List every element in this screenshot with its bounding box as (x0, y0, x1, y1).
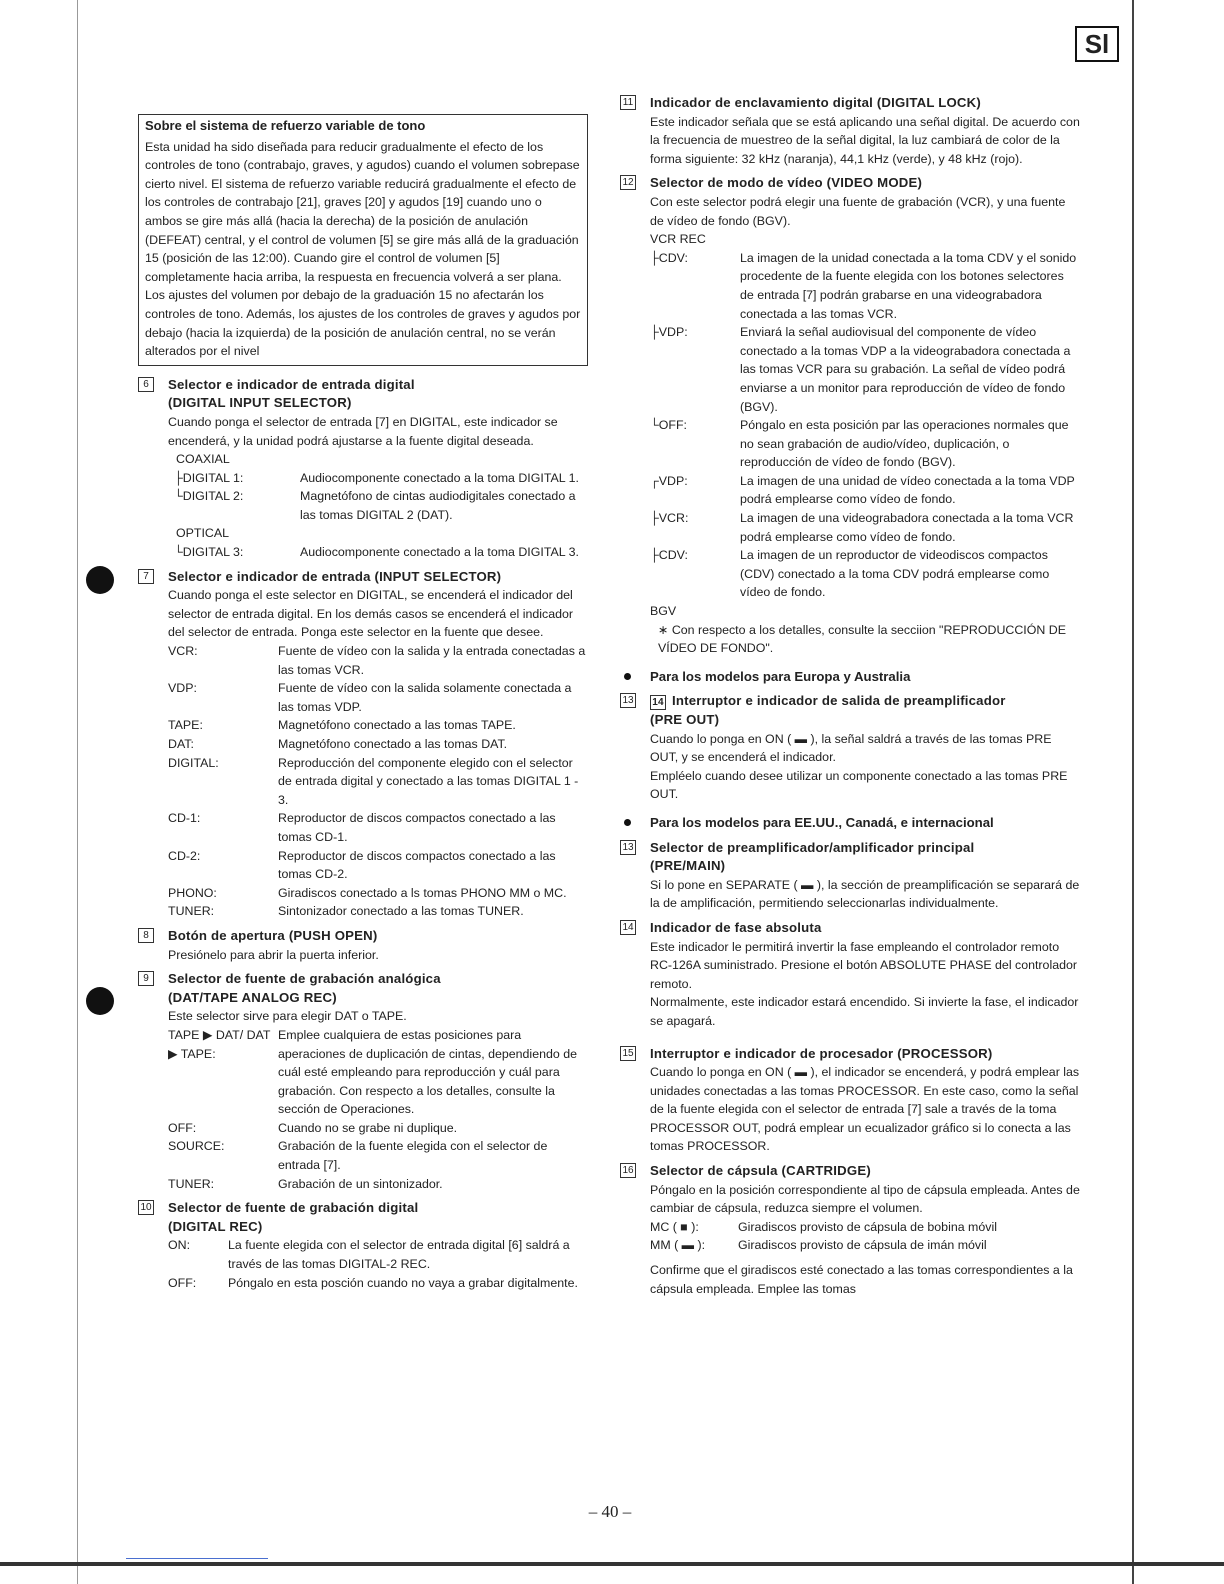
section-12 (620, 174, 1080, 657)
section-text: Cuando lo ponga en ON ( ▬ ), la señal saldrá a través de las tomas PRE OUT, y se encenderá el indicador. (650, 731, 1052, 765)
item-key: ON: (168, 1238, 191, 1253)
section-14 (620, 919, 1080, 1031)
section-13 (620, 839, 1080, 913)
item-key: └DIGITAL 3: (174, 545, 244, 560)
section-title: Indicador de fase absoluta (650, 919, 822, 935)
item-key: MC ( ■ ): (650, 1219, 699, 1234)
item-key: PHONO: (168, 885, 217, 900)
section-6 (138, 376, 588, 562)
item-value: Magnetófono de cintas audiodigitales conectado a las tomas DIGITAL 2 (DAT). (300, 489, 576, 522)
section-number: 12 (620, 175, 636, 190)
binder-hole-1 (86, 566, 114, 594)
item-key: ┌VDP: (650, 473, 688, 488)
page-bottom-edge (0, 1562, 1224, 1566)
bullet-usa: Para los modelos para EE.UU., Canadá, e internacional (620, 814, 1080, 833)
section-title: Interruptor e indicador de procesador (PROCESSOR) (650, 1045, 993, 1061)
section-number: 10 (138, 1200, 154, 1215)
item-key: └OFF: (650, 418, 687, 433)
section-9 (138, 970, 588, 1193)
section-text: Cuando lo ponga en ON ( ▬ ), el indicador se encenderá, y podrá emplear las unidades conectadas a las tomas PROCESSOR. En este caso, como la señal de la fuente elegida con el selector de entrada [7] sale a través de la toma PROCESSOR OUT, podrá emplear un ecualizador gráfico si lo conecta a las tomas PROCESSOR. (650, 1065, 1080, 1154)
section-text: Presiónelo para abrir la puerta inferior. (168, 947, 379, 962)
section-number: 11 (620, 95, 636, 110)
section-number: 15 (620, 1046, 636, 1061)
group-label: COAXIAL (176, 452, 230, 467)
item-key: ├CDV: (650, 548, 688, 563)
page-right-edge (1132, 0, 1134, 1584)
section-text-2: Normalmente, este indicador estará encendido. Si invierte la fase, el indicador se apagará. (650, 995, 1079, 1028)
section-text: Cuando ponga el selector de entrada [7] en DIGITAL, este indicador se encenderá, y la unidad podrá ajustarse a la fuente digital deseada. (168, 414, 558, 448)
box-title: Sobre el sistema de refuerzo variable de tono (145, 118, 426, 133)
item-value: Reproductor de discos compactos conectado a las tomas CD-1. (278, 811, 556, 844)
section-subtitle: (PRE OUT) (650, 712, 720, 727)
item-value: Fuente de vídeo con la salida solamente conectada a las tomas VDP. (278, 681, 572, 714)
item-key: DAT: (168, 737, 194, 751)
section-title: Selector e indicador de entrada digital (168, 376, 415, 392)
section-title: Botón de apertura (PUSH OPEN) (168, 927, 378, 943)
item-value: Póngalo en esta posción cuando no vaya a grabar digitalmente. (228, 1275, 578, 1290)
section-text: Este selector sirve para elegir DAT o TAPE. (168, 1009, 407, 1024)
group-label: OPTICAL (176, 526, 230, 541)
box-text: Esta unidad ha sido diseñada para reducir gradualmente el efecto de los controles de tono (contrabajo, graves, y agudos) cuando el volumen sobrepase cierto nivel. El sistema de refuerzo variable reducirá gradualmente el efecto de los controles de contrabajo [21], graves [20] y agudos [19] cuando uno o ambos se gire más allá (hacia la derecha) de la posición de anulación (DEFEAT) central, y el control de volumen [5] se gire más allá de la graduación 15 (posición de las 12:00). Cuando gire el control de volumen [5] completamente hacia arriba, la respuesta en frecuencia volverá a ser plana. Los ajustes del volumen por debajo de la graduación 15 no afectarán los controles de tono. Además, los ajustes de los controles de graves y agudos por debajo (hacia la izquierda) de la posición de anulación central, no se verán alterados por el nivel (145, 139, 581, 359)
page-number: – 40 – (588, 1502, 632, 1521)
item-key: VDP: (168, 681, 197, 696)
item-value: Audiocomponente conectado a la toma DIGITAL 3. (300, 545, 579, 560)
item-value: Magnetófono conectado a las tomas DAT. (278, 737, 508, 751)
section-title: Selector e indicador de entrada (INPUT SELECTOR) (168, 568, 502, 584)
section-title: Selector de preamplificador/amplificador principal (650, 839, 975, 855)
item-key: CD-2: (168, 848, 201, 863)
item-value: Sintonizador conectado a las tomas TUNER. (278, 904, 524, 919)
section-text: Cuando ponga el este selector en DIGITAL, se encenderá el indicador del selector de entrada digital. En los demás casos se encenderá el indicador del selector de entrada. Ponga este selector en la fuente que desee. (168, 588, 574, 640)
item-key: ├DIGITAL 1: (174, 470, 244, 485)
item-key: OFF: (168, 1275, 197, 1290)
section-subtitle: (DIGITAL INPUT SELECTOR) (168, 395, 352, 411)
bottom-link-line (126, 1558, 268, 1559)
right-column (620, 94, 1080, 1304)
section-text-2: Confirme que el giradiscos esté conectado a las tomas correspondientes a la cápsula empleada. Emplee las tomas (650, 1263, 1073, 1296)
item-value: Grabación de un sintonizador. (278, 1176, 443, 1191)
item-key: SOURCE: (168, 1139, 225, 1154)
section-number: 9 (138, 971, 154, 986)
item-key: └DIGITAL 2: (174, 489, 244, 504)
item-value: Póngalo en esta posición par las operaciones normales que no sean grabación de audio/vídeo, duplicación, o reproducción de vídeo de fondo (BGV). (740, 418, 1069, 470)
item-value: Fuente de vídeo con la salida y la entrada conectadas a las tomas VCR. (278, 644, 586, 677)
item-value: Giradiscos provisto de cápsula de imán móvil (738, 1238, 987, 1253)
item-key: VCR: (168, 644, 198, 659)
section-text: Con este selector podrá elegir una fuente de grabación (VCR), y una fuente de vídeo de fondo (BGV). (650, 194, 1066, 228)
section-11 (620, 94, 1080, 168)
section-subtitle: (PRE/MAIN) (650, 858, 726, 874)
section-text: Póngalo en la posición correspondiente al tipo de cápsula empleada. Antes de cambiar de cápsula, reduzca siempre el volumen. (650, 1182, 1080, 1216)
group-label: VCR REC (650, 232, 706, 247)
item-key: ├CDV: (650, 250, 688, 265)
section-text-2: Empléelo cuando desee utilizar un componente conectado a las tomas PRE OUT. (650, 768, 1068, 802)
item-key: TUNER: (168, 904, 215, 919)
item-value: La imagen de una unidad de vídeo conectada a la toma VDP podrá emplearse como vídeo de fondo. (740, 473, 1075, 507)
section-number: 14 (620, 920, 636, 935)
section-number-2: 14 (650, 695, 666, 710)
language-badge: Sl (1075, 26, 1119, 62)
item-value: Enviará la señal audiovisual del componente de vídeo conectado a la tomas VDP a la videograbadora conectada a las tomas VCR para su grabación. La señal de vídeo podrá enviarse a un monitor para reproducción de vídeo de fondo (BGV). (740, 325, 1071, 414)
section-number: 13 (620, 840, 636, 855)
item-value: Audiocomponente conectado a la toma DIGITAL 1. (300, 470, 579, 485)
item-key: CD-1: (168, 811, 201, 826)
item-value: Emplee cualquiera de estas posiciones para aperaciones de duplicación de cintas, dependiendo de cuál esté empleando para reproducción y cuál para grabación. Con respecto a los detalles, consulte la sección de Operaciones. (278, 1027, 577, 1117)
item-key: ├VCR: (650, 511, 689, 526)
section-title: Interruptor e indicador de salida de preamplificador (672, 693, 1006, 709)
item-value: Magnetófono conectado a las tomas TAPE. (278, 718, 516, 733)
item-key: TUNER: (168, 1176, 215, 1191)
item-value: La imagen de un reproductor de videodiscos compactos (CDV) conectado a la toma CDV podrá emplearse como vídeo de fondo. (740, 548, 1050, 600)
section-number: 7 (138, 569, 154, 584)
item-key: TAPE ▶ DAT/ DAT ▶ TAPE: (168, 1027, 271, 1061)
item-value: La imagen de la unidad conectada a la toma CDV y el sonido procedente de la fuente elegida con los botones selectores de entrada [7] podrán grabarse en una videograbadora conectada a las tomas VCR. (740, 250, 1077, 321)
section-subtitle: (DAT/TAPE ANALOG REC) (168, 989, 337, 1005)
section-number: 8 (138, 928, 154, 943)
item-value: Giradiscos provisto de cápsula de bobina móvil (738, 1219, 997, 1234)
note: ∗ Con respecto a los detalles, consulte la secciion "REPRODUCCIÓN DE VÍDEO DE FONDO". (658, 622, 1066, 656)
item-value: Grabación de la fuente elegida con el selector de entrada [7]. (278, 1139, 548, 1173)
binder-hole-2 (86, 987, 114, 1015)
item-value: Reproductor de discos compactos conectado a las tomas CD-2. (278, 848, 556, 882)
section-number: 13 (620, 693, 636, 708)
section-title: Selector de cápsula (CARTRIDGE) (650, 1163, 871, 1179)
section-number: 16 (620, 1163, 636, 1178)
section-title: Selector de modo de vídeo (VIDEO MODE) (650, 175, 923, 191)
item-value: La imagen de una videograbadora conectada a la toma VCR podrá emplearse como vídeo de fondo. (740, 511, 1074, 544)
item-key: MM ( ▬ ): (650, 1238, 706, 1253)
section-8 (138, 927, 588, 964)
item-key: TAPE: (168, 718, 203, 733)
section-text: Este indicador señala que se está aplicando una señal digital. De acuerdo con la frecuencia de muestreo de la señal digital, la luz cambiará de color de la forma siguiente: 32 kHz (naranja), 44,1 kHz (verde), y 48 kHz (rojo). (650, 114, 1080, 166)
item-key: DIGITAL: (168, 755, 219, 770)
page-left-edge (77, 0, 78, 1584)
section-title: Selector de fuente de grabación analógica (168, 971, 441, 987)
section-13-14 (620, 692, 1080, 804)
item-value: Cuando no se grabe ni duplique. (278, 1120, 458, 1135)
tone-system-box (138, 114, 588, 366)
group-label: BGV (650, 604, 677, 619)
section-text: Si lo pone en SEPARATE ( ▬ ), la sección de preamplificación se separará de la de amplificación, permitiendo seleccionarlas individualmente. (650, 877, 1080, 911)
section-15 (620, 1045, 1080, 1157)
section-subtitle: (DIGITAL REC) (168, 1218, 263, 1234)
item-value: La fuente elegida con el selector de entrada digital [6] saldrá a través de las tomas DIGITAL-2 REC. (228, 1238, 570, 1272)
bullet-europe: Para los modelos para Europa y Australia (620, 668, 1080, 687)
item-value: Giradiscos conectado a ls tomas PHONO MM o MC. (278, 885, 567, 900)
item-key: OFF: (168, 1120, 197, 1135)
left-column (138, 114, 588, 1298)
item-value: Reproducción del componente elegido con el selector de entrada digital y conectado a las tomas DIGITAL 1 - 3. (278, 755, 579, 807)
item-key: ├VDP: (650, 325, 688, 340)
section-text: Este indicador le permitirá invertir la fase empleando el controlador remoto RC-126A suministrado. Presione el botón ABSOLUTE PHASE del controlador remoto. (650, 939, 1078, 991)
section-10 (138, 1199, 588, 1292)
section-title: Selector de fuente de grabación digital (168, 1200, 419, 1216)
section-title: Indicador de enclavamiento digital (DIGITAL LOCK) (650, 95, 981, 110)
section-number: 6 (138, 377, 154, 392)
section-16 (620, 1162, 1080, 1298)
section-7 (138, 568, 588, 921)
